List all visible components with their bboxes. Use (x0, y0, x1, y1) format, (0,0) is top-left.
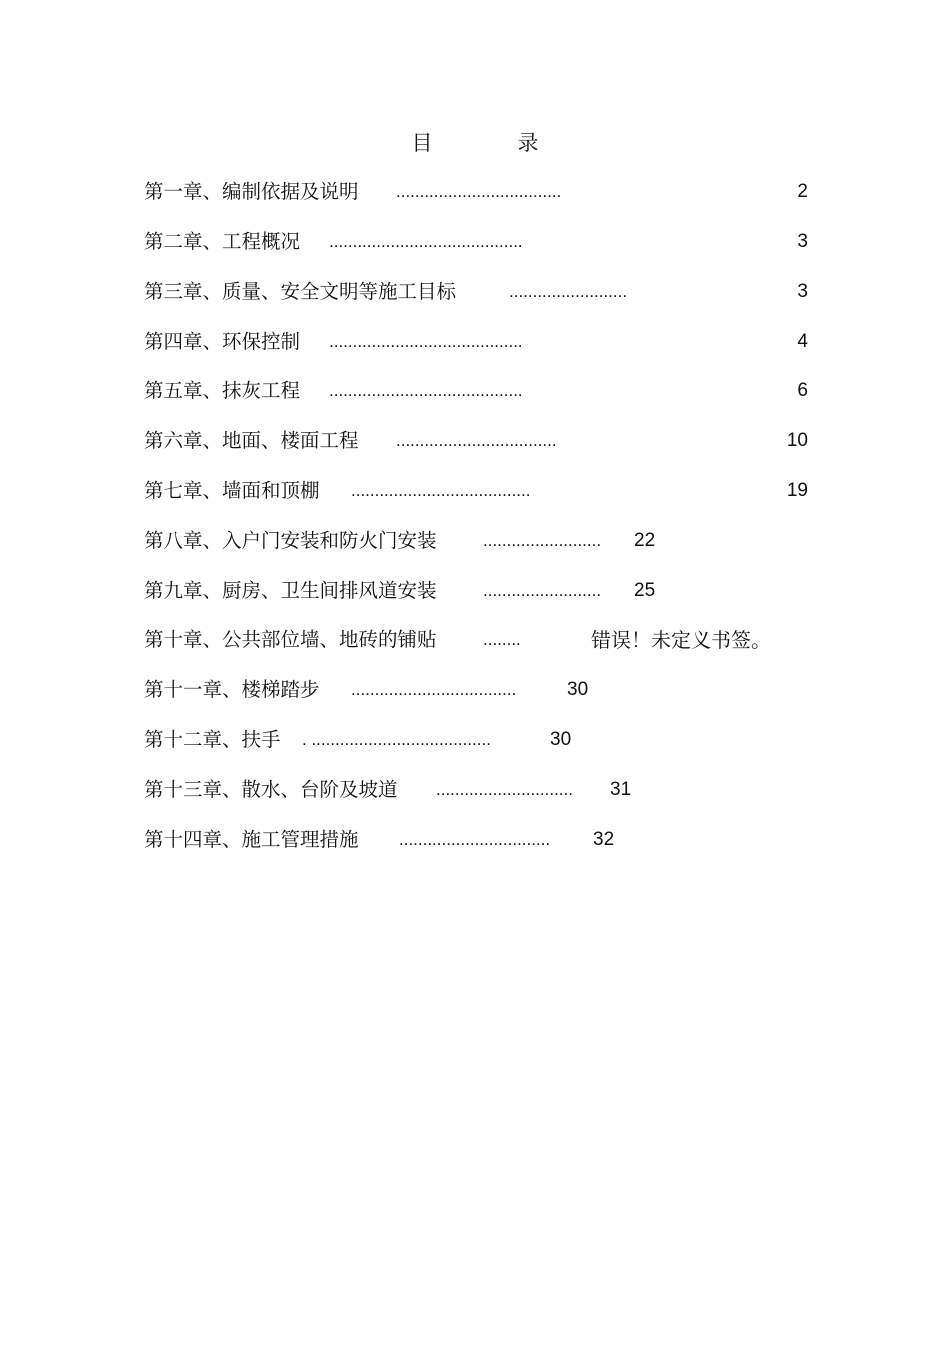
toc-entry-label: 第十章、公共部位墙、地砖的铺贴 (144, 628, 437, 651)
toc-entry-leader: ...................................... (351, 481, 531, 500)
toc-entry (144, 826, 704, 854)
toc-entry-leader: ............................. (436, 780, 573, 799)
toc-entry-leader: .................................. (396, 431, 557, 450)
toc-entry-label: 第十四章、施工管理措施 (144, 828, 359, 851)
toc-entry-leader: ......................... (483, 531, 602, 550)
toc-entry (144, 178, 808, 206)
toc-entry-leader: ........ (483, 630, 521, 649)
toc-entry-leader: ................................ (399, 830, 551, 849)
toc-entry-leader: ......................................... (329, 381, 523, 400)
toc-entry-label: 第六章、地面、楼面工程 (144, 429, 359, 452)
toc-entry (144, 228, 808, 256)
toc-entry-page: 2 (797, 181, 808, 202)
toc-entry-page: 19 (786, 480, 808, 501)
toc-entry (144, 278, 808, 306)
toc-entry (144, 477, 808, 505)
toc-entry-page: 6 (797, 380, 808, 401)
toc-entry-page: 31 (610, 779, 632, 800)
toc-entry (144, 527, 704, 555)
toc-entry-label: 第一章、编制依据及说明 (144, 180, 359, 203)
toc-entry (144, 328, 808, 356)
toc-entry-leader: ......................................... (329, 332, 523, 351)
toc-entry (144, 726, 704, 754)
toc-entry-page: 3 (797, 281, 808, 302)
toc-entry (144, 427, 808, 455)
toc-entry-page: 30 (567, 679, 589, 700)
toc-entry-leader: . ...................................... (302, 730, 491, 749)
toc-entry (144, 776, 704, 804)
toc-entry-label: 第五章、抹灰工程 (144, 379, 301, 402)
toc-entry-page: 30 (550, 729, 572, 750)
toc-entry (144, 626, 808, 654)
toc-entry (144, 676, 704, 704)
toc-entry-page: 22 (634, 530, 656, 551)
toc-entry-label: 第七章、墙面和顶棚 (144, 479, 320, 502)
toc-entry-page: 10 (786, 430, 808, 451)
toc-entry-label: 第八章、入户门安装和防火门安装 (144, 529, 437, 552)
toc-entry-leader: ................................... (351, 680, 517, 699)
toc-entry (144, 577, 704, 605)
toc-entry-leader: ......................... (509, 282, 628, 301)
toc-entry-label: 第三章、质量、安全文明等施工目标 (144, 280, 457, 303)
toc-entry-leader: ................................... (396, 182, 562, 201)
toc-entry-page: 4 (797, 331, 808, 352)
toc-entry-leader: ......................................... (329, 232, 523, 251)
toc-entry-leader: ......................... (483, 581, 602, 600)
toc-entry-label: 第四章、环保控制 (144, 330, 301, 353)
toc-entry (144, 377, 808, 405)
toc-entry-page-error: 错误！未定义书签。 (591, 628, 771, 652)
toc-entry-page: 32 (593, 829, 615, 850)
toc-entry-label: 第十二章、扶手 (144, 728, 281, 751)
toc-title: 目 录 (411, 131, 571, 155)
toc-entry-label: 第九章、厨房、卫生间排风道安装 (144, 579, 437, 602)
toc-entry-label: 第十三章、散水、台阶及坡道 (144, 778, 398, 801)
toc-entry-page: 3 (797, 231, 808, 252)
toc-entry-label: 第二章、工程概况 (144, 230, 301, 253)
toc-entry-page: 25 (634, 580, 656, 601)
toc-entry-label: 第十一章、楼梯踏步 (144, 678, 320, 701)
